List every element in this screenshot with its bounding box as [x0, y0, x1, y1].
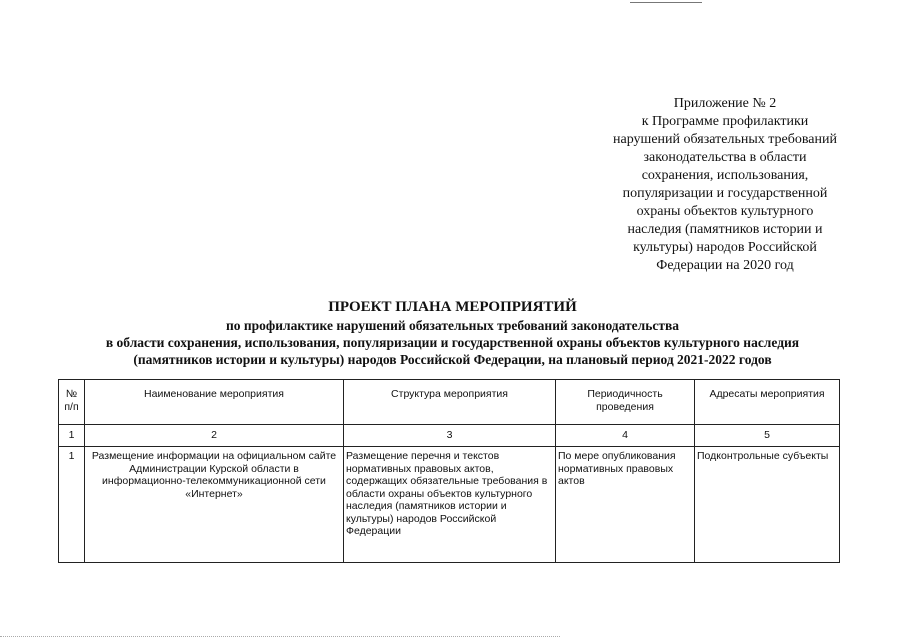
cell-periodicity: По мере опубликования нормативных правовых актов	[556, 447, 695, 563]
appendix-line: наследия (памятников истории и	[627, 222, 823, 237]
title-sub-line: по профилактике нарушений обязательных требований законодательства	[225, 318, 680, 333]
appendix-line: нарушений обязательных требований	[613, 132, 837, 147]
top-margin-rule	[630, 2, 702, 3]
appendix-line: Приложение № 2	[673, 96, 777, 111]
title-sub-line: в области сохранения, использования, популяризации и государственной охраны объектов культурного наследия	[105, 335, 800, 350]
header-structure: Структура мероприятия	[344, 380, 556, 425]
table-header-row	[59, 380, 840, 425]
appendix-line: популяризации и государственной	[622, 186, 828, 201]
appendix-note	[585, 95, 865, 275]
header-addressees: Адресаты мероприятия	[695, 380, 840, 425]
header-name: Наименование мероприятия	[85, 380, 344, 425]
column-number: 5	[695, 425, 840, 447]
appendix-line: охраны объектов культурного	[636, 204, 814, 219]
appendix-line: законодательства в области	[643, 150, 807, 165]
plan-table	[58, 379, 840, 563]
cell-name: Размещение информации на официальном сайте Администрации Курской области в информационно-телекоммуникационной сети «Интернет»	[85, 447, 344, 563]
table-row	[59, 447, 840, 563]
column-number: 1	[59, 425, 85, 447]
column-number: 2	[85, 425, 344, 447]
document-title	[20, 298, 885, 368]
column-number: 3	[344, 425, 556, 447]
appendix-line: сохранения, использования,	[641, 168, 809, 183]
title-sub-line: (памятников истории и культуры) народов Российской Федерации, на плановый период 2021-2022 годов	[133, 352, 772, 367]
appendix-line: к Программе профилактики	[641, 114, 809, 129]
cell-structure: Размещение перечня и текстов нормативных правовых актов, содержащих обязательные требования в области охраны объектов культурного наследия (памятников истории и культуры) народов Российской Федерации	[344, 447, 556, 563]
appendix-line: культуры) народов Российской	[633, 240, 817, 255]
cell-addressees: Подконтрольные субъекты	[695, 447, 840, 563]
cell-num: 1	[59, 447, 85, 563]
column-number: 4	[556, 425, 695, 447]
scan-bottom-edge	[0, 636, 560, 637]
header-num: № п/п	[59, 380, 85, 425]
appendix-line: Федерации на 2020 год	[656, 258, 794, 273]
column-number-row	[59, 425, 840, 447]
title-main: ПРОЕКТ ПЛАНА МЕРОПРИЯТИЙ	[328, 299, 577, 315]
header-periodicity: Периодичность проведения	[556, 380, 695, 425]
